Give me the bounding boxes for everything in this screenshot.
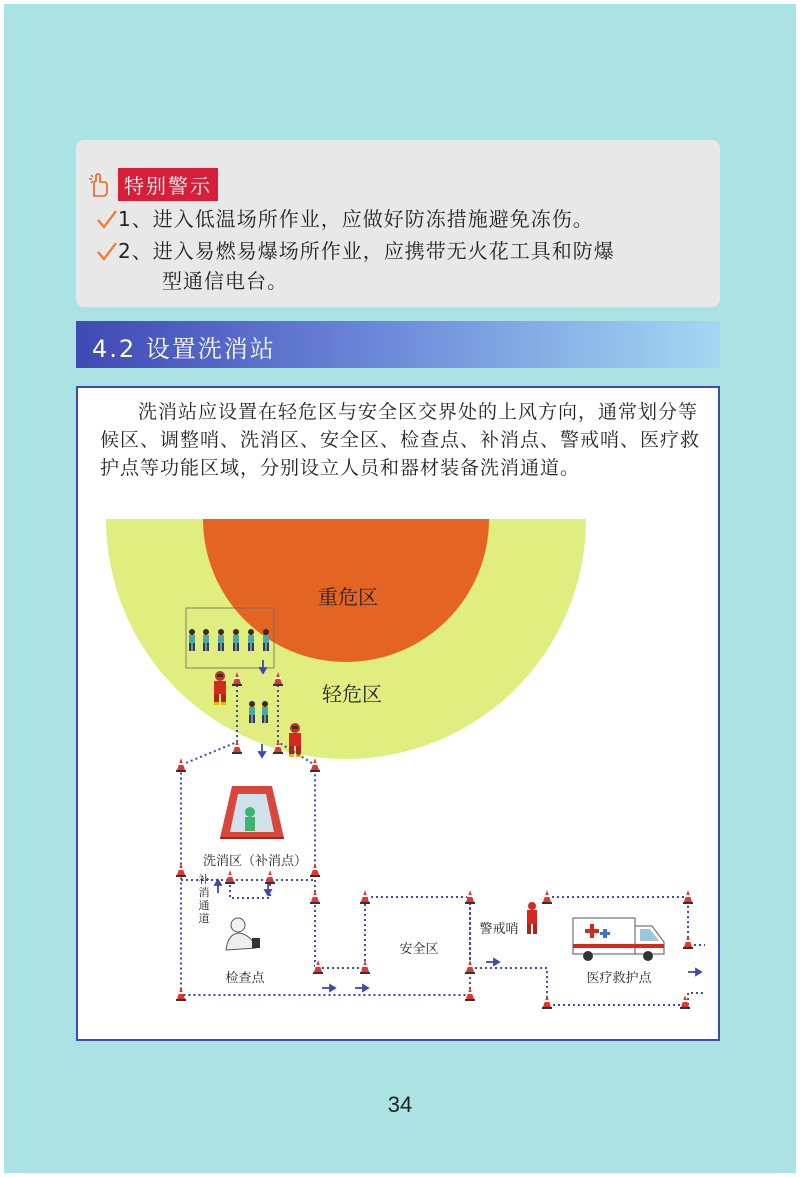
checkpoint-label: 检查点 — [225, 971, 265, 986]
section-title: 4.2 设置洗消站 — [92, 335, 276, 363]
light-zone-label: 轻危区 — [322, 682, 382, 706]
wash-tent-icon — [220, 786, 284, 838]
svg-text:补: 补 — [198, 873, 210, 886]
sentry-label: 警戒哨 — [479, 922, 519, 937]
inspector-icon — [226, 918, 260, 950]
resupply-channel-label — [199, 872, 210, 925]
ambulance-icon — [573, 918, 664, 961]
warning-item-2-continued: 型通信电台。 — [162, 269, 288, 293]
svg-text:消: 消 — [198, 886, 210, 899]
warning-item-1: 1、进入低温场所作业，应做好防冻措施避免冻伤。 — [96, 204, 594, 234]
medical-point-label: 医疗救护点 — [586, 971, 652, 986]
svg-text:通: 通 — [198, 899, 210, 912]
svg-text:道: 道 — [198, 912, 210, 925]
warning-tag: 特别警示 — [118, 168, 218, 201]
wash-zone-label: 洗消区（补消点） — [202, 854, 308, 869]
page-number: 34 — [387, 1092, 413, 1117]
safe-zone-label: 安全区 — [399, 942, 439, 957]
heavy-hazard-zone — [203, 376, 489, 662]
paragraph: 洗消站应设置在轻危区与安全区交界处的上风方向，通常划分等候区、调整哨、洗消区、安全区、检查点、补消点、警戒哨、医疗救护点等功能区域，分别设立人员和器材装备洗消通道。 — [100, 401, 701, 479]
heavy-zone-label: 重危区 — [318, 585, 378, 609]
warning-item-2: 2、进入易燃易爆场所作业，应携带无火花工具和防爆 — [96, 236, 615, 266]
sentry-firefighter-icon — [527, 902, 537, 934]
